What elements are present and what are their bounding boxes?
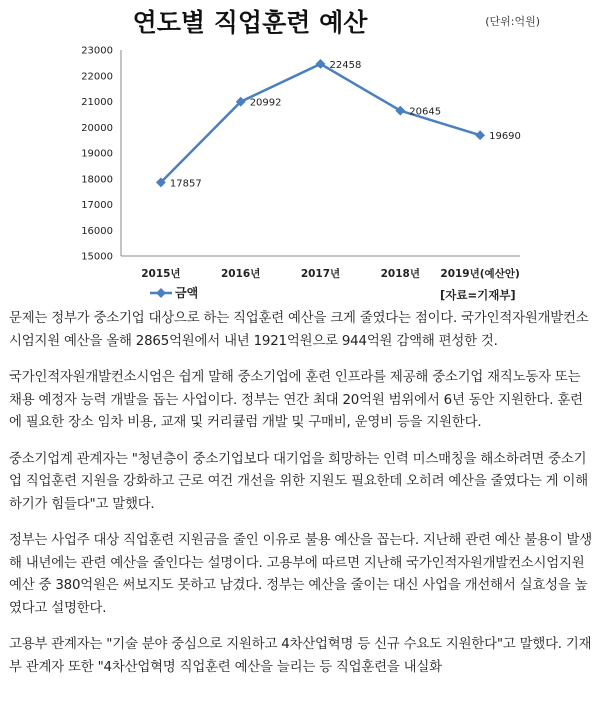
y-tick-label: 15000: [81, 251, 113, 263]
unit-note: (단위:억원): [485, 15, 540, 28]
x-tick-label: 2017년: [300, 268, 341, 280]
x-tick-label: 2016년: [221, 268, 261, 280]
y-tick-label: 17000: [81, 200, 113, 211]
article-paragraph: 중소기업계 관계자는 "청년층이 중소기업보다 대기업을 희망하는 인력 미스매칭을 해소하려면 중소기업 직업훈련 지원을 강화하고 근로 여건 개선을 위한 지원도 필요한데 오히려 예산을 줄였다는 게 이해하기가 힘들다"고 말했다.: [9, 451, 588, 512]
legend-marker: [156, 288, 166, 298]
budget-chart: [0, 0, 600, 305]
chart-canvas: [0, 0, 600, 305]
legend-label: 금액: [175, 286, 199, 300]
data-label: 20992: [249, 97, 282, 109]
x-tick-label: 2018년: [380, 268, 420, 280]
y-tick-label: 20000: [81, 122, 113, 134]
y-tick-label: 16000: [81, 225, 113, 237]
x-tick-label: 2019년(예산안): [440, 268, 520, 280]
article-paragraph: 고용부 관계자는 "기술 분야 중심으로 지원하고 4차산업혁명 등 신규 수요도 지원한다"고 말했다. 기재부 관계자 또한 "4차산업혁명 직업훈련 예산을 늘리는 등 직업훈련을 내실화: [9, 637, 592, 675]
y-tick-label: 19000: [81, 148, 113, 160]
y-tick-label: 21000: [81, 97, 113, 108]
data-label: 17857: [169, 178, 202, 190]
data-point: [475, 130, 485, 140]
article-body: [9, 308, 594, 693]
legend: [150, 285, 198, 300]
x-tick-labels: [141, 267, 520, 280]
x-tick-label: 2015년: [141, 268, 181, 280]
article-paragraph: 정부는 사업주 대상 직업훈련 지원금을 줄인 이유로 불용 예산을 꼽는다. 지난해 관련 예산 불용이 발생해 내년에는 관련 예산을 줄인다는 설명이다. 고용부에 따르면 지난해 국가인적자원개발컨소시엄지원 예산 중 380억원은 써보지도 못하고 남겼다. 정부는 예산을 줄이는 대신 사업을 개선해서 실효성을 높였다고 설명한다.: [9, 533, 592, 616]
source-label: [자료=기재부]: [440, 288, 516, 302]
data-label: 20645: [409, 106, 442, 118]
chart-title: 연도별 직업훈련 예산: [132, 8, 368, 37]
series-group: [156, 59, 521, 189]
article-paragraph: 문제는 정부가 중소기업 대상으로 하는 직업훈련 예산을 크게 줄였다는 점이다. 국가인적자원개발컨소시엄지원 예산을 올해 2865억원에서 내년 1921억원으로 944억원 감액해 편성한 것.: [9, 311, 589, 349]
y-tick-label: 18000: [81, 174, 113, 186]
article-paragraph: 국가인적자원개발컨소시엄은 쉽게 말해 중소기업에 훈련 인프라를 제공해 중소기업 재직노동자 또는 채용 예정자 능력 개발을 돕는 사업이다. 정부는 연간 최대 20억원 범위에서 6년 동안 지원한다. 훈련에 필요한 장소 임차 비용, 교재 및 커리큘럼 개발 및 구매비, 운영비 등을 지원한다.: [9, 370, 583, 430]
data-label: 19690: [489, 131, 521, 143]
y-tick-label: 22000: [81, 71, 113, 83]
data-label: 22458: [329, 59, 362, 71]
y-tick-label: 23000: [81, 45, 113, 57]
series-line: [161, 64, 480, 182]
y-tick-labels: [81, 46, 113, 263]
